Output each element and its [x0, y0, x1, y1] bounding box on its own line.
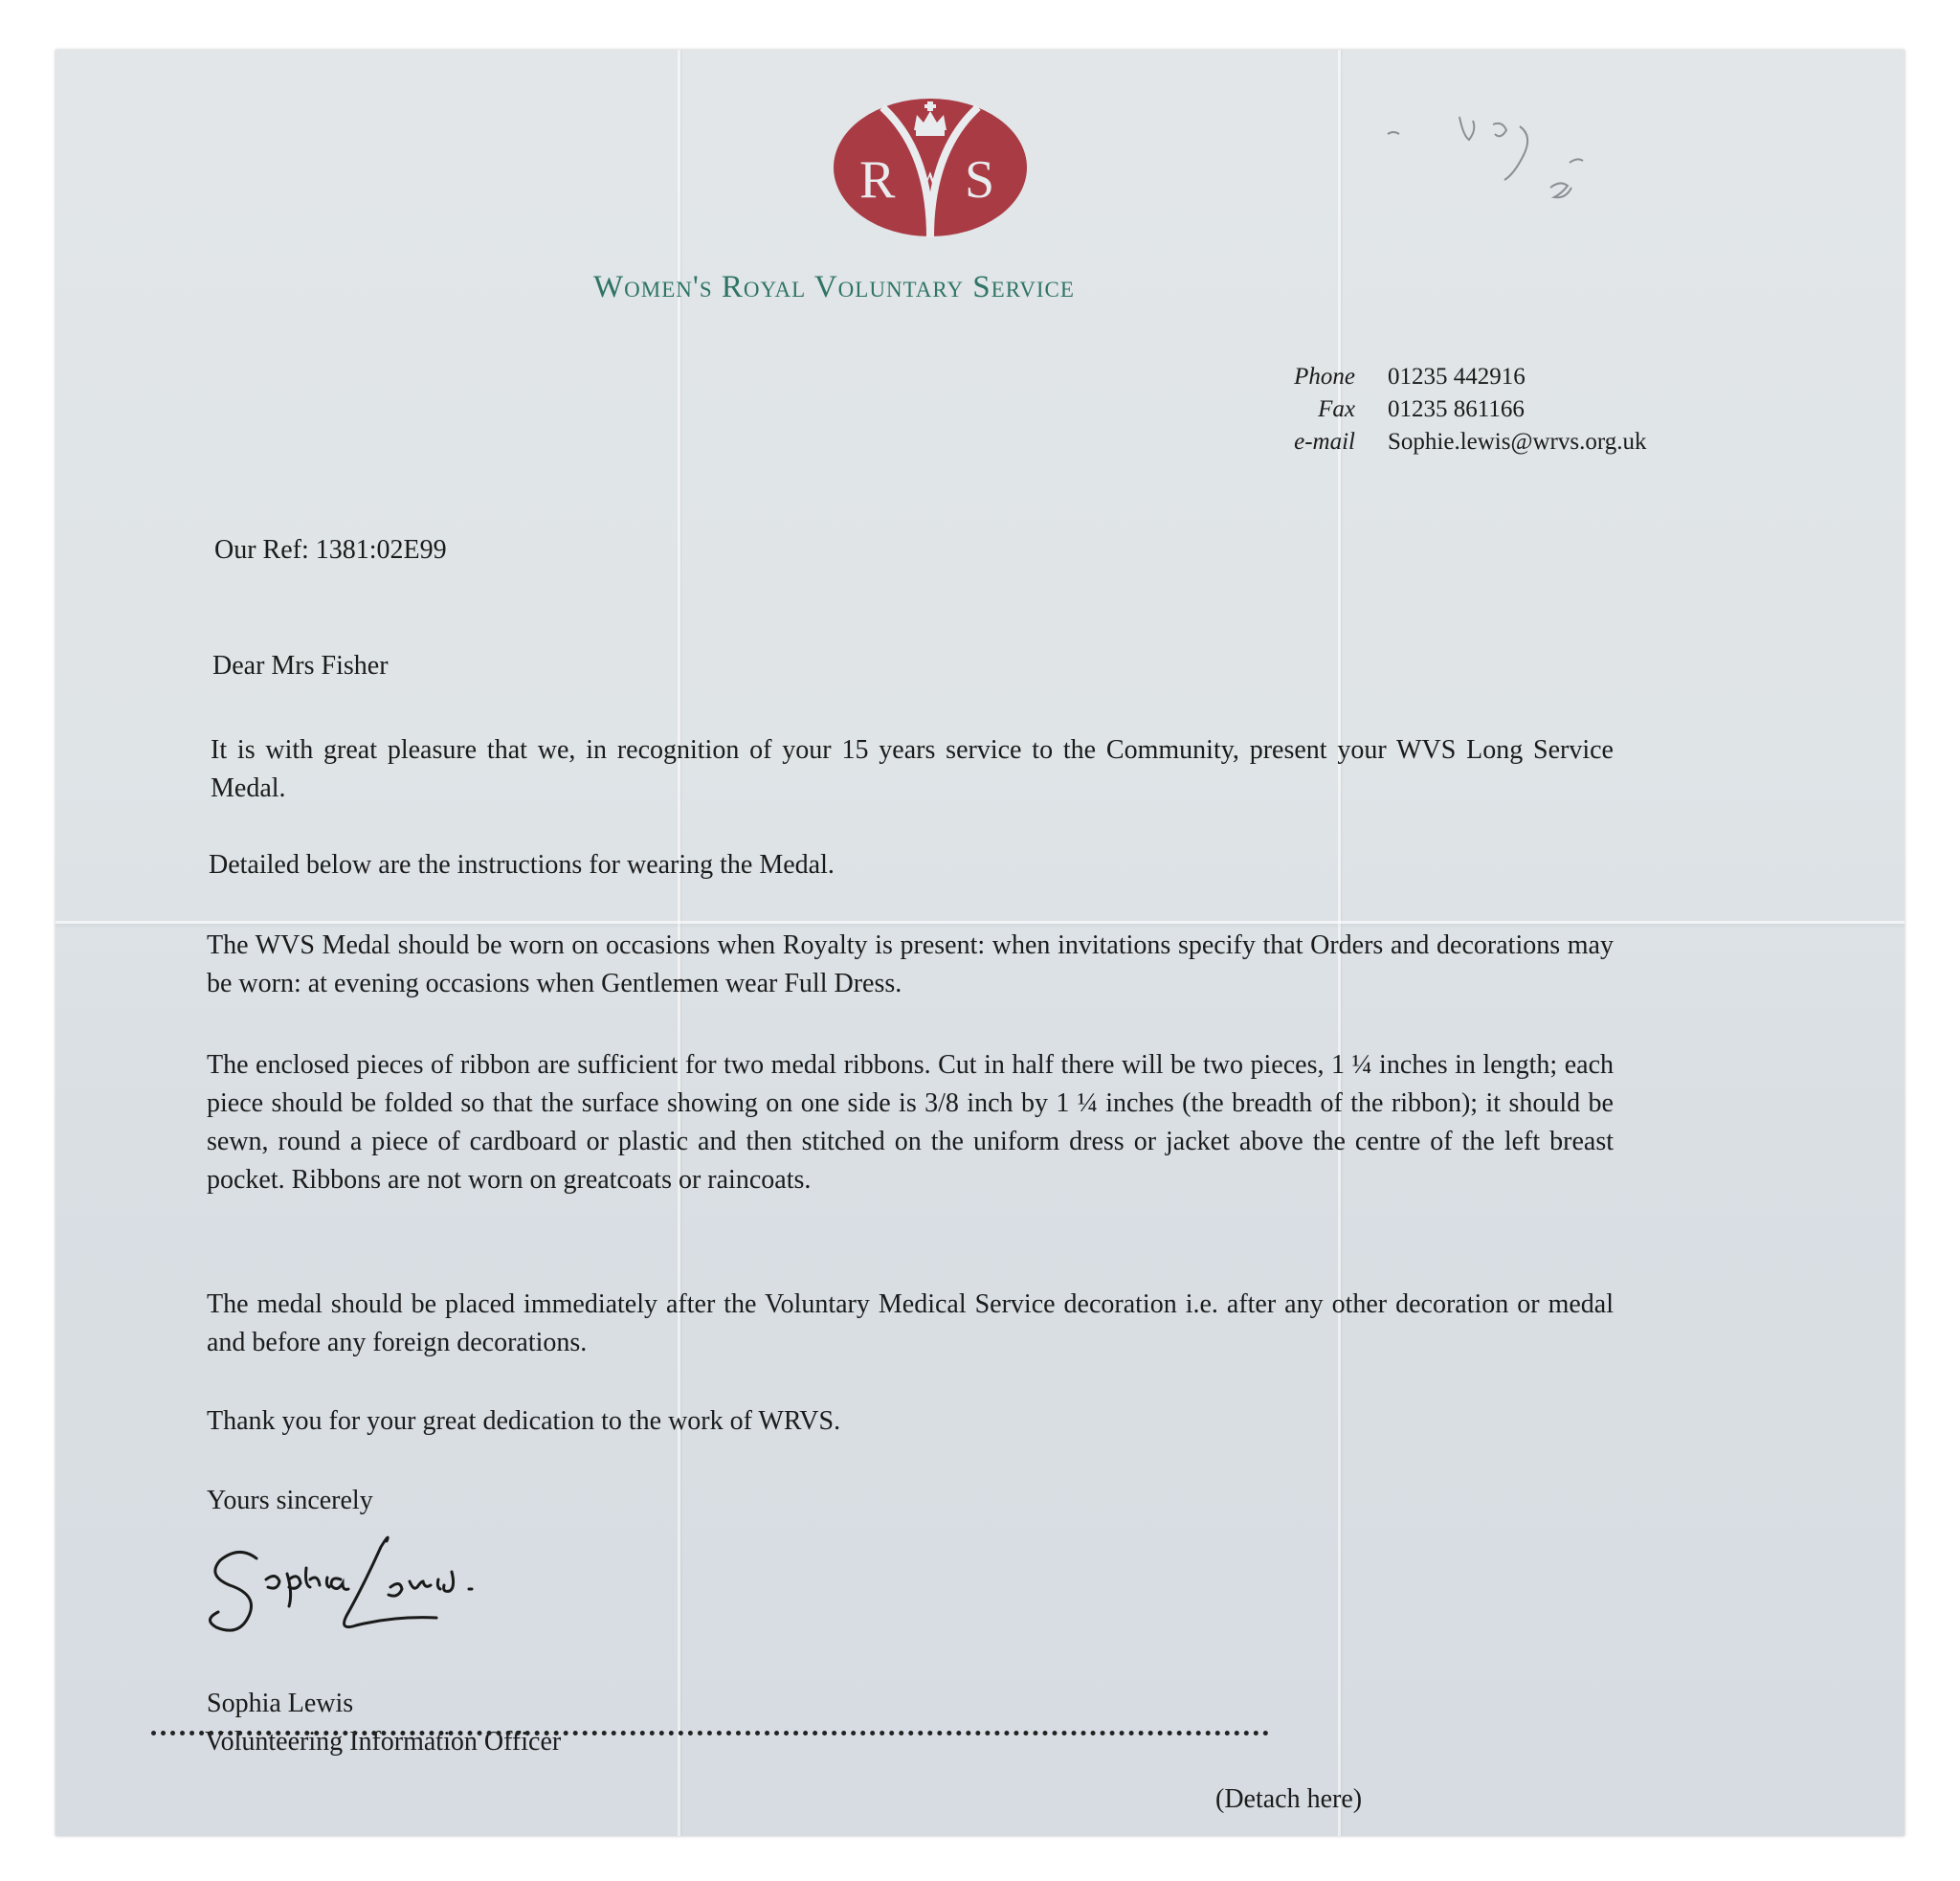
detach-line [151, 1731, 1269, 1735]
phone-value: 01235 442916 [1388, 364, 1526, 390]
detach-label: (Detach here) [1215, 1784, 1363, 1814]
phone-label: Phone [1294, 364, 1355, 390]
fax-label: Fax [1318, 396, 1355, 422]
reference: Our Ref: 1381:02E99 [214, 535, 447, 565]
paragraph-1: It is with great pleasure that we, in recognition of your 15 years service to the Community, present your WVS Long Service Medal. [211, 735, 1614, 803]
signature [199, 1512, 544, 1656]
svg-text:S: S [965, 150, 995, 210]
paragraph-4: The enclosed pieces of ribbon are sufficient for two medal ribbons. Cut in half there will be two pieces, 1 ¼ inches in length; each piece should be folded so that the surface showing on one side is 3/8 inch by 1 ¼ inches (the breadth of the ribbon); it should be sewn, round a piece of cardboard or plastic and then stitched on the uniform dress or jacket above the centre of the left breast pocket. Ribbons are not worn on greatcoats or raincoats. [207, 1050, 1614, 1195]
organisation-name: Women's Royal Voluntary Service [593, 270, 1075, 304]
paragraph-2: Detailed below are the instructions for wearing the Medal. [209, 850, 835, 880]
signatory-title: Volunteering Information Officer [205, 1727, 562, 1757]
rwvs-logo [833, 94, 1028, 241]
svg-text:R: R [859, 150, 896, 210]
paragraph-3: The WVS Medal should be worn on occasions when Royalty is present: when invitations specify that Orders and decorations may be worn: at evening occasions when Gentlemen wear Full Dress. [207, 930, 1614, 998]
email-row [1273, 426, 1646, 459]
closing: Yours sincerely [207, 1486, 373, 1515]
salutation: Dear Mrs Fisher [212, 651, 389, 681]
email-value: Sophie.lewis@wrvs.org.uk [1388, 429, 1647, 455]
pencil-annotation [1378, 105, 1608, 239]
signatory-name: Sophia Lewis [207, 1689, 354, 1718]
email-label: e-mail [1294, 429, 1355, 455]
paragraph-6: Thank you for your great dedication to the work of WRVS. [207, 1406, 841, 1436]
fold-crease-horizontal [56, 921, 1904, 924]
fax-value: 01235 861166 [1388, 396, 1525, 422]
contact-block [1273, 361, 1646, 459]
svg-text:W: W [918, 166, 942, 193]
fax-row [1273, 393, 1646, 426]
paragraph-5: The medal should be placed immediately after the Voluntary Medical Service decoration i.e. after any other decoration or medal and before any foreign decorations. [207, 1289, 1614, 1357]
phone-row [1273, 361, 1646, 393]
